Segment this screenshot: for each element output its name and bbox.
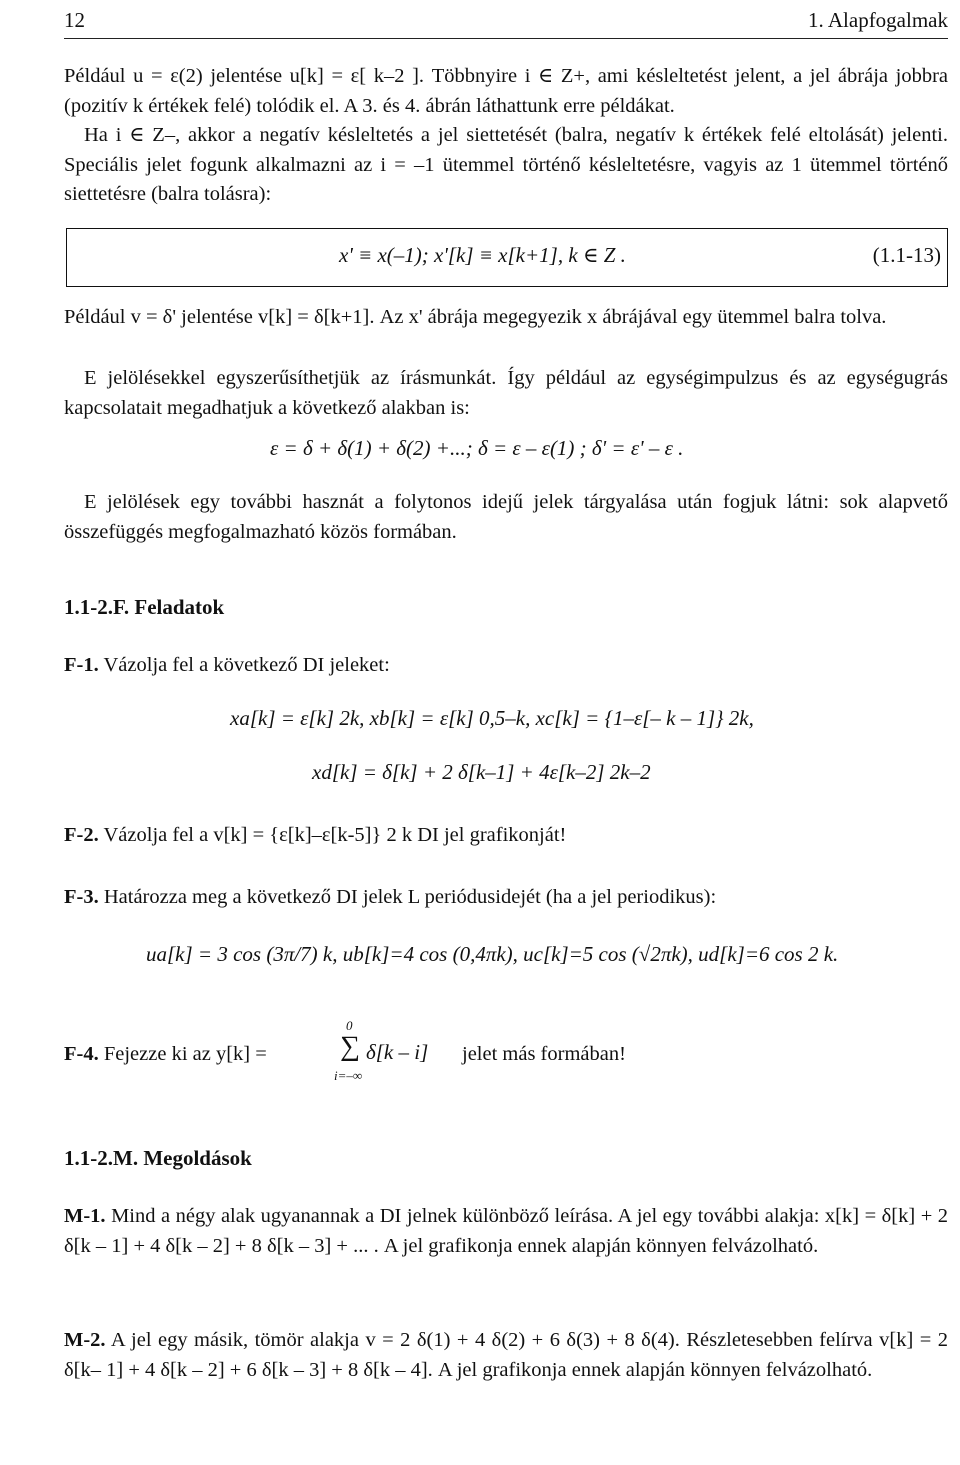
solution-m1-label: M-1. — [64, 1205, 106, 1227]
solution-m2 — [64, 1326, 948, 1385]
sum-upper-limit: 0 — [346, 1018, 353, 1033]
equation-formula: x' ≡ x(–1); x'[k] ≡ x[k+1], k ∈ Z . — [339, 243, 626, 267]
sum-lower-limit: i=–∞ — [334, 1068, 363, 1083]
solution-m1-text: Mind a négy alak ugyanannak a DI jelnek különböző leírása. A jel egy további alakja: x[k] = δ[k] + 2 δ[k – 1] + 4 δ[k – 2] + 8 δ[k – 3] + ... . A jel grafikonja ennek alapján könnyen felvázolható. — [64, 1205, 949, 1257]
sum-symbol: ∑ — [340, 1031, 360, 1062]
task-f1-equation-2: xd[k] = δ[k] + 2 δ[k–1] + 4ε[k–2] 2k–2 — [312, 760, 651, 784]
intro-paragraph-1: Például u = ε(2) jelentése u[k] = ε[ k–2 ]. Többnyire i ∈ Z+, ami késleltetést jelent, a jel ábrája jobbra (pozitív k értékek felé) tolódik el. A 3. és 4. ábrán láthattunk erre példákat. — [64, 65, 948, 117]
task-f2 — [64, 821, 948, 851]
example-paragraph: Például v = δ' jelentése v[k] = δ[k+1]. Az x' ábrája megegyezik x ábrájával egy ütemmel balra tolva. — [64, 306, 887, 328]
task-f1-equation-1: xa[k] = ε[k] 2k, xb[k] = ε[k] 0,5–k, xc[k] = {1–ε[– k – 1]} 2k, — [230, 706, 754, 730]
task-f3-label: F-3. — [64, 886, 99, 908]
impulse-step-relations: ε = δ + δ(1) + δ(2) +...; δ = ε – ε(1) ; δ' = ε' – ε . — [270, 436, 684, 460]
intro-paragraph-2: Ha i ∈ Z–, akkor a negatív késleltetés a jel siettetését (balra, negatív k értékek felé eltolását) jelenti. Speciális jelet fogunk alkalmazni az i = –1 ütemmel történő késleltetésre, vagyis az 1 ütemmel történő siettetésre (balra tolásra): — [64, 124, 948, 205]
task-f2-label: F-2. — [64, 824, 99, 846]
chapter-title: 1. Alapfogalmak — [808, 8, 948, 32]
equation-number: (1.1-13) — [872, 243, 941, 267]
solutions-heading: 1.1-2.M. Megoldások — [64, 1146, 252, 1170]
boxed-equation — [66, 228, 948, 287]
task-f3 — [64, 883, 948, 913]
solution-m1 — [64, 1202, 948, 1261]
task-f4-text-after: jelet más formában! — [462, 1043, 626, 1065]
closing-paragraph: E jelölések egy további hasznát a folytonos idejű jelek tárgyalása után fogjuk látni: sok alapvető összefüggés megfogalmazható közös formában. — [64, 491, 948, 543]
tasks-heading: 1.1-2.F. Feladatok — [64, 595, 225, 619]
task-f3-text: Határozza meg a következő DI jelek L periódusidejét (ha a jel periodikus): — [103, 886, 717, 908]
task-f2-text: Vázolja fel a v[k] = {ε[k]–ε[k-5]} 2 k DI jel grafikonját! — [103, 824, 567, 846]
solution-m2-text: A jel egy másik, tömör alakja v = 2 δ(1) + 4 δ(2) + 6 δ(3) + 8 δ(4). Részletesebben felírva v[k] = 2 δ[k– 1] + 4 δ[k – 2] + 6 δ[k – 3] + 8 δ[k – 4]. A jel grafikonja ennek alapján könnyen felvázolható. — [64, 1329, 949, 1381]
solution-m2-label: M-2. — [64, 1329, 106, 1351]
page-header — [64, 8, 948, 38]
task-f3-equation: ua[k] = 3 cos (3π/7) k, ub[k]=4 cos (0,4πk), uc[k]=5 cos (√2πk), ud[k]=6 cos 2 k. — [146, 942, 839, 966]
notation-paragraph: E jelölésekkel egyszerűsíthetjük az írásmunkát. Így például az egységimpulzus és az egységugrás kapcsolatait megadhatjuk a következő alakban is: — [64, 367, 948, 419]
task-f4-text-before: Fejezze ki az y[k] = — [103, 1043, 267, 1065]
task-f4-label: F-4. — [64, 1043, 99, 1065]
page-number: 12 — [64, 8, 85, 32]
task-f1-text: Vázolja fel a következő DI jeleket: — [103, 654, 390, 676]
task-f1 — [64, 651, 948, 681]
header-divider — [64, 38, 948, 39]
task-f1-label: F-1. — [64, 654, 99, 676]
sum-expression: δ[k – i] — [366, 1040, 429, 1064]
